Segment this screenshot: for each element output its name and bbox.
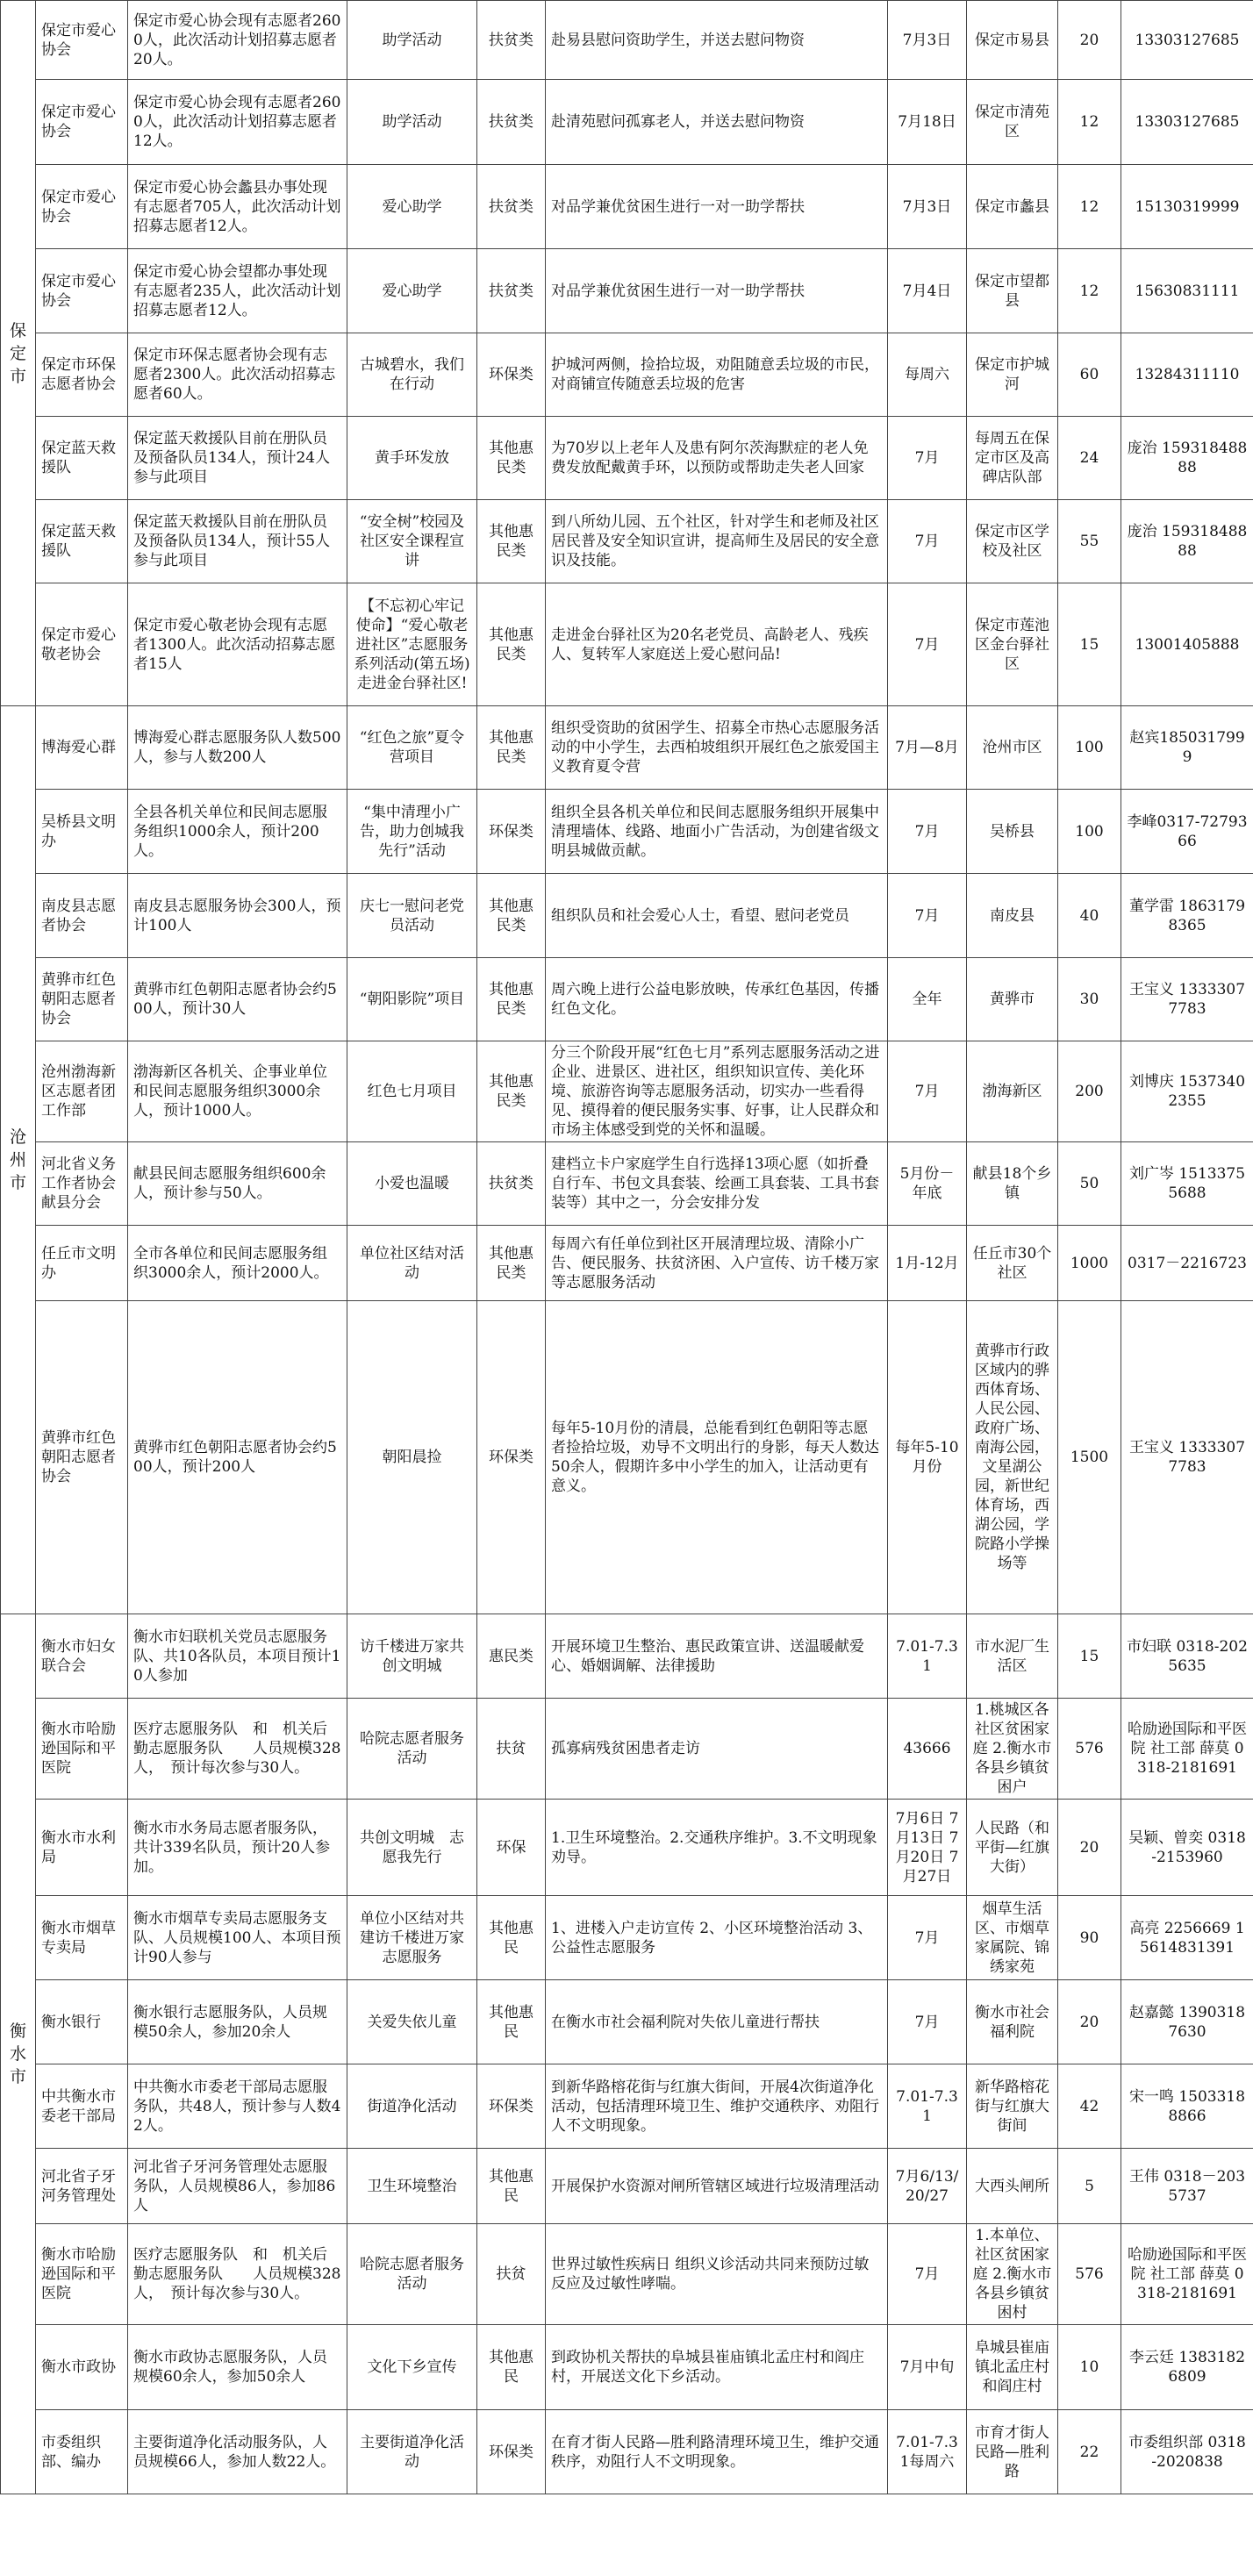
org-cell: 中共衡水市委老干部局 <box>36 2064 128 2149</box>
count-cell: 24 <box>1058 417 1121 500</box>
content-cell: 护城河两侧，捡拾垃圾，劝阻随意丢垃圾的市民，对商铺宣传随意丢垃圾的危害 <box>546 333 888 417</box>
scale-cell: 河北省子牙河务管理处志愿服务队，人员规模86人，参加86人 <box>128 2149 347 2224</box>
table-row <box>1 1041 1253 1142</box>
contact-cell: 宋一鸣 15033188866 <box>1121 2064 1253 2149</box>
time-cell: 7月4日 <box>888 249 967 333</box>
type-cell: 其他惠民类 <box>477 1226 546 1301</box>
city-cell: 保定市 <box>1 1 36 706</box>
table-row <box>1 874 1253 958</box>
type-cell: 其他惠民类 <box>477 583 546 706</box>
org-cell: 衡水市水利局 <box>36 1800 128 1896</box>
table-row <box>1 790 1253 874</box>
name-cell: 黄手环发放 <box>347 417 477 500</box>
name-cell: 小爱也温暖 <box>347 1142 477 1226</box>
time-cell: 7.01-7.31 <box>888 1614 967 1699</box>
place-cell: 1.本单位、社区贫困家庭 2.衡水市各县乡镇贫困村 <box>967 2224 1058 2325</box>
count-cell: 22 <box>1058 2410 1121 2494</box>
content-cell: 对品学兼优贫困生进行一对一助学帮扶 <box>546 249 888 333</box>
org-cell: 沧州渤海新区志愿者团工作部 <box>36 1041 128 1142</box>
content-cell: 赴清苑慰问孤寡老人，并送去慰问物资 <box>546 80 888 165</box>
name-cell: 单位社区结对活动 <box>347 1226 477 1301</box>
table-row <box>1 583 1253 706</box>
count-cell: 60 <box>1058 333 1121 417</box>
time-cell: 1月-12月 <box>888 1226 967 1301</box>
place-cell: 保定市清苑区 <box>967 80 1058 165</box>
place-cell: 保定市望都县 <box>967 249 1058 333</box>
table-row <box>1 80 1253 165</box>
contact-cell: 李峰0317-7279366 <box>1121 790 1253 874</box>
type-cell: 其他惠民类 <box>477 706 546 790</box>
contact-cell: 赵嘉懿 13903187630 <box>1121 1980 1253 2064</box>
org-cell: 黄骅市红色朝阳志愿者协会 <box>36 1301 128 1614</box>
scale-cell: 渤海新区各机关、企事业单位和民间志愿服务组织3000余人，预计1000人。 <box>128 1041 347 1142</box>
table-row <box>1 1301 1253 1614</box>
table-row <box>1 1142 1253 1226</box>
place-cell: 每周五在保定市区及高碑店队部 <box>967 417 1058 500</box>
count-cell: 576 <box>1058 1699 1121 1800</box>
table-row <box>1 2410 1253 2494</box>
scale-cell: 保定市爱心协会蠡县办事处现有志愿者705人，此次活动计划招募志愿者12人。 <box>128 165 347 249</box>
time-cell: 5月份－年底 <box>888 1142 967 1226</box>
table-row <box>1 500 1253 583</box>
place-cell: 黄骅市 <box>967 958 1058 1041</box>
org-cell: 任丘市文明办 <box>36 1226 128 1301</box>
contact-cell: 董学雷 18631798365 <box>1121 874 1253 958</box>
count-cell: 100 <box>1058 706 1121 790</box>
time-cell: 7月 <box>888 417 967 500</box>
time-cell: 每周六 <box>888 333 967 417</box>
content-cell: 建档立卡户家庭学生自行选择13项心愿（如折叠自行车、书包文具套装、绘画工具套装、工具书套装等）其中之一，分会安排分发 <box>546 1142 888 1226</box>
name-cell: “安全树”校园及社区安全课程宣讲 <box>347 500 477 583</box>
name-cell: 单位小区结对共建访千楼进万家志愿服务 <box>347 1896 477 1980</box>
content-cell: 在育才街人民路—胜利路清理环境卫生，维护交通秩序，劝阻行人不文明现象。 <box>546 2410 888 2494</box>
org-cell: 衡水市政协 <box>36 2325 128 2410</box>
contact-cell: 庞治 15931848888 <box>1121 500 1253 583</box>
table-row <box>1 2064 1253 2149</box>
org-cell: 保定蓝天救援队 <box>36 417 128 500</box>
contact-cell: 高亮 2256669 15614831391 <box>1121 1896 1253 1980</box>
time-cell: 7.01-7.31每周六 <box>888 2410 967 2494</box>
type-cell: 其他惠民类 <box>477 1041 546 1142</box>
scale-cell: 主要街道净化活动服务队，人员规模66人，参加人数22人。 <box>128 2410 347 2494</box>
time-cell: 7月 <box>888 1980 967 2064</box>
contact-cell: 市妇联 0318-2025635 <box>1121 1614 1253 1699</box>
org-cell: 博海爱心群 <box>36 706 128 790</box>
type-cell: 环保类 <box>477 790 546 874</box>
name-cell: 访千楼进万家共创文明城 <box>347 1614 477 1699</box>
contact-cell: 王宝义 13333077783 <box>1121 1301 1253 1614</box>
place-cell: 大西头闸所 <box>967 2149 1058 2224</box>
name-cell: 卫生环境整治 <box>347 2149 477 2224</box>
content-cell: 走进金台驿社区为20名老党员、高龄老人、残疾人、复转军人家庭送上爱心慰问品! <box>546 583 888 706</box>
contact-cell: 赵宾1850317999 <box>1121 706 1253 790</box>
type-cell: 扶贫 <box>477 1699 546 1800</box>
name-cell: 主要街道净化活动 <box>347 2410 477 2494</box>
org-cell: 衡水市哈励逊国际和平医院 <box>36 1699 128 1800</box>
table-row <box>1 1226 1253 1301</box>
type-cell: 其他惠民类 <box>477 958 546 1041</box>
contact-cell: 庞治 15931848888 <box>1121 417 1253 500</box>
type-cell: 环保类 <box>477 2064 546 2149</box>
type-cell: 其他惠民类 <box>477 417 546 500</box>
time-cell: 7月6日 7月13日 7月20日 7月27日 <box>888 1800 967 1896</box>
content-cell: 对品学兼优贫困生进行一对一助学帮扶 <box>546 165 888 249</box>
place-cell: 保定市莲池区金台驿社区 <box>967 583 1058 706</box>
type-cell: 其他惠民 <box>477 1980 546 2064</box>
org-cell: 衡水市妇女联合会 <box>36 1614 128 1699</box>
city-cell: 衡水市 <box>1 1614 36 2494</box>
table-row <box>1 958 1253 1041</box>
time-cell: 7月3日 <box>888 165 967 249</box>
count-cell: 12 <box>1058 80 1121 165</box>
type-cell: 其他惠民类 <box>477 874 546 958</box>
contact-cell: 王伟 0318－2035737 <box>1121 2149 1253 2224</box>
content-cell: 周六晚上进行公益电影放映，传承红色基因，传播红色文化。 <box>546 958 888 1041</box>
name-cell: 爱心助学 <box>347 249 477 333</box>
org-cell: 黄骅市红色朝阳志愿者协会 <box>36 958 128 1041</box>
type-cell: 其他惠民类 <box>477 500 546 583</box>
table-row <box>1 165 1253 249</box>
contact-cell: 13284311110 <box>1121 333 1253 417</box>
scale-cell: 衡水市烟草专卖局志愿服务支队、人员规模100人、本项目预计90人参与 <box>128 1896 347 1980</box>
name-cell: 【不忘初心牢记使命】“爱心敬老进社区”志愿服务系列活动(第五场)走进金台驿社区! <box>347 583 477 706</box>
contact-cell: 李云廷 13831826809 <box>1121 2325 1253 2410</box>
org-cell: 衡水市烟草专卖局 <box>36 1896 128 1980</box>
count-cell: 40 <box>1058 874 1121 958</box>
type-cell: 扶贫类 <box>477 165 546 249</box>
contact-cell: 哈励逊国际和平医院 社工部 薛莫 0318-2181691 <box>1121 2224 1253 2325</box>
type-cell: 其他惠民 <box>477 2325 546 2410</box>
contact-cell: 刘博庆 15373402355 <box>1121 1041 1253 1142</box>
place-cell: 沧州市区 <box>967 706 1058 790</box>
table-row <box>1 1980 1253 2064</box>
name-cell: 古城碧水，我们在行动 <box>347 333 477 417</box>
scale-cell: 保定蓝天救援队目前在册队员及预备队员134人，预计55人参与此项目 <box>128 500 347 583</box>
scale-cell: 衡水银行志愿服务队，人员规模50余人，参加20余人 <box>128 1980 347 2064</box>
contact-cell: 13001405888 <box>1121 583 1253 706</box>
place-cell: 黄骅市行政区域内的骅西体育场、人民公园、政府广场、南海公园，文星湖公园，新世纪体育场，西湖公园，学院路小学操场等 <box>967 1301 1058 1614</box>
content-cell: 为70岁以上老年人及患有阿尔茨海默症的老人免费发放配戴黄手环，以预防或帮助走失老人回家 <box>546 417 888 500</box>
scale-cell: 衡水市妇联机关党员志愿服务队、共10各队员，本项目预计10人参加 <box>128 1614 347 1699</box>
name-cell: 助学活动 <box>347 80 477 165</box>
type-cell: 环保类 <box>477 2410 546 2494</box>
count-cell: 12 <box>1058 165 1121 249</box>
count-cell: 1000 <box>1058 1226 1121 1301</box>
scale-cell: 中共衡水市委老干部局志愿服务队，共48人，预计参与人数42人。 <box>128 2064 347 2149</box>
scale-cell: 衡水市水务局志愿者服务队，共计339名队员，预计20人参加。 <box>128 1800 347 1896</box>
scale-cell: 保定市环保志愿者协会现有志愿者2300人。此次活动招募志愿者60人。 <box>128 333 347 417</box>
name-cell: 爱心助学 <box>347 165 477 249</box>
content-cell: 孤寡病残贫困患者走访 <box>546 1699 888 1800</box>
count-cell: 50 <box>1058 1142 1121 1226</box>
content-cell: 世界过敏性疾病日 组织义诊活动共同来预防过敏反应及过敏性哮喘。 <box>546 2224 888 2325</box>
place-cell: 市水泥厂生活区 <box>967 1614 1058 1699</box>
count-cell: 42 <box>1058 2064 1121 2149</box>
contact-cell: 吴颖、曾奕 0318-2153960 <box>1121 1800 1253 1896</box>
time-cell: 7月18日 <box>888 80 967 165</box>
count-cell: 20 <box>1058 1 1121 80</box>
type-cell: 扶贫类 <box>477 1 546 80</box>
type-cell: 环保类 <box>477 1301 546 1614</box>
time-cell: 7月 <box>888 583 967 706</box>
name-cell: 哈院志愿者服务活动 <box>347 2224 477 2325</box>
type-cell: 惠民类 <box>477 1614 546 1699</box>
count-cell: 55 <box>1058 500 1121 583</box>
scale-cell: 南皮县志愿服务协会300人，预计100人 <box>128 874 347 958</box>
name-cell: 街道净化活动 <box>347 2064 477 2149</box>
org-cell: 保定市爱心协会 <box>36 249 128 333</box>
scale-cell: 黄骅市红色朝阳志愿者协会约500人，预计200人 <box>128 1301 347 1614</box>
table-row <box>1 1699 1253 1800</box>
content-cell: 组织队员和社会爱心人士，看望、慰问老党员 <box>546 874 888 958</box>
contact-cell: 15630831111 <box>1121 249 1253 333</box>
table-row <box>1 1800 1253 1896</box>
contact-cell: 0317－2216723 <box>1121 1226 1253 1301</box>
table-row <box>1 417 1253 500</box>
place-cell: 保定市蠡县 <box>967 165 1058 249</box>
content-cell: 赴易县慰问资助学生，并送去慰问物资 <box>546 1 888 80</box>
place-cell: 渤海新区 <box>967 1041 1058 1142</box>
time-cell: 7月 <box>888 1041 967 1142</box>
time-cell: 7月 <box>888 500 967 583</box>
content-cell: 组织全县各机关单位和民间志愿服务组织开展集中清理墙体、线路、地面小广告活动，为创建省级文明县城做贡献。 <box>546 790 888 874</box>
count-cell: 20 <box>1058 1800 1121 1896</box>
time-cell: 7月 <box>888 874 967 958</box>
contact-cell: 13303127685 <box>1121 80 1253 165</box>
content-cell: 到八所幼儿园、五个社区，针对学生和老师及社区居民普及安全知识宣讲，提高师生及居民的安全意识及技能。 <box>546 500 888 583</box>
scale-cell: 保定市爱心协会望都办事处现有志愿者235人，此次活动计划招募志愿者12人。 <box>128 249 347 333</box>
count-cell: 576 <box>1058 2224 1121 2325</box>
table-row <box>1 1 1253 80</box>
name-cell: “集中清理小广告，助力创城我先行”活动 <box>347 790 477 874</box>
time-cell: 7月—8月 <box>888 706 967 790</box>
contact-cell: 市委组织部 0318-2020838 <box>1121 2410 1253 2494</box>
city-cell: 沧州市 <box>1 706 36 1614</box>
time-cell: 每年5-10月份 <box>888 1301 967 1614</box>
time-cell: 7月3日 <box>888 1 967 80</box>
time-cell: 7月 <box>888 790 967 874</box>
table-row <box>1 2325 1253 2410</box>
name-cell: 哈院志愿者服务活动 <box>347 1699 477 1800</box>
table-row <box>1 2224 1253 2325</box>
time-cell: 7月中旬 <box>888 2325 967 2410</box>
name-cell: 共创文明城 志愿我先行 <box>347 1800 477 1896</box>
count-cell: 20 <box>1058 1980 1121 2064</box>
time-cell: 43666 <box>888 1699 967 1800</box>
content-cell: 分三个阶段开展“红色七月”系列志愿服务活动之进企业、进景区、进社区，组织知识宣传、美化环境、旅游咨询等志愿服务活动，切实办一些看得见、摸得着的便民服务实事、好事，让人民群众和市场主体感受到党的关怀和温暖。 <box>546 1041 888 1142</box>
table-row <box>1 1614 1253 1699</box>
place-cell: 献县18个乡镇 <box>967 1142 1058 1226</box>
scale-cell: 献县民间志愿服务组织600余人，预计参与50人。 <box>128 1142 347 1226</box>
contact-cell: 15130319999 <box>1121 165 1253 249</box>
place-cell: 人民路（和平街—红旗大街） <box>967 1800 1058 1896</box>
count-cell: 100 <box>1058 790 1121 874</box>
name-cell: 关爱失依儿童 <box>347 1980 477 2064</box>
table-body <box>1 1 1253 2494</box>
time-cell: 全年 <box>888 958 967 1041</box>
place-cell: 任丘市30个社区 <box>967 1226 1058 1301</box>
scale-cell: 博海爱心群志愿服务队人数500人，参与人数200人 <box>128 706 347 790</box>
count-cell: 90 <box>1058 1896 1121 1980</box>
org-cell: 吴桥县文明办 <box>36 790 128 874</box>
type-cell: 扶贫类 <box>477 1142 546 1226</box>
count-cell: 30 <box>1058 958 1121 1041</box>
org-cell: 保定市爱心协会 <box>36 165 128 249</box>
table-row <box>1 1896 1253 1980</box>
content-cell: 每年5-10月份的清晨，总能看到红色朝阳等志愿者捡拾垃圾，劝导不文明出行的身影，每天人数达50余人，假期许多中小学生的加入，让活动更有意义。 <box>546 1301 888 1614</box>
table-row <box>1 2149 1253 2224</box>
org-cell: 河北省义务工作者协会献县分会 <box>36 1142 128 1226</box>
name-cell: 朝阳晨捡 <box>347 1301 477 1614</box>
table-row <box>1 249 1253 333</box>
place-cell: 新华路榕花街与红旗大街间 <box>967 2064 1058 2149</box>
scale-cell: 保定市爱心敬老协会现有志愿者1300人。此次活动招募志愿者15人 <box>128 583 347 706</box>
org-cell: 保定市爱心协会 <box>36 1 128 80</box>
org-cell: 南皮县志愿者协会 <box>36 874 128 958</box>
count-cell: 5 <box>1058 2149 1121 2224</box>
place-cell: 烟草生活区、市烟草家属院、锦绣家苑 <box>967 1896 1058 1980</box>
content-cell: 到政协机关帮扶的阜城县崔庙镇北孟庄村和阎庄村，开展送文化下乡活动。 <box>546 2325 888 2410</box>
scale-cell: 衡水市政协志愿服务队，人员规模60余人，参加50余人 <box>128 2325 347 2410</box>
table-row <box>1 706 1253 790</box>
org-cell: 衡水市哈励逊国际和平医院 <box>36 2224 128 2325</box>
content-cell: 在衡水市社会福利院对失依儿童进行帮扶 <box>546 1980 888 2064</box>
scale-cell: 医疗志愿服务队 和 机关后勤志愿服务队 人员规模328人， 预计每次参与30人。 <box>128 1699 347 1800</box>
name-cell: “朝阳影院”项目 <box>347 958 477 1041</box>
scale-cell: 全市各单位和民间志愿服务组织3000余人，预计2000人。 <box>128 1226 347 1301</box>
org-cell: 保定蓝天救援队 <box>36 500 128 583</box>
content-cell: 开展保护水资源对闸所管辖区域进行垃圾清理活动 <box>546 2149 888 2224</box>
place-cell: 吴桥县 <box>967 790 1058 874</box>
time-cell: 7.01-7.31 <box>888 2064 967 2149</box>
name-cell: 庆七一慰问老党员活动 <box>347 874 477 958</box>
org-cell: 保定市爱心敬老协会 <box>36 583 128 706</box>
scale-cell: 全县各机关单位和民间志愿服务组织1000余人，预计200人。 <box>128 790 347 874</box>
scale-cell: 保定市爱心协会现有志愿者2600人，此次活动计划招募志愿者12人。 <box>128 80 347 165</box>
place-cell: 南皮县 <box>967 874 1058 958</box>
content-cell: 开展环境卫生整治、惠民政策宣讲、送温暖献爱心、婚姻调解、法律援助 <box>546 1614 888 1699</box>
org-cell: 保定市爱心协会 <box>36 80 128 165</box>
scale-cell: 医疗志愿服务队 和 机关后勤志愿服务队 人员规模328人， 预计每次参与30人。 <box>128 2224 347 2325</box>
table-row <box>1 333 1253 417</box>
scale-cell: 保定蓝天救援队目前在册队员及预备队员134人，预计24人参与此项目 <box>128 417 347 500</box>
content-cell: 组织受资助的贫困学生、招募全市热心志愿服务活动的中小学生，去西柏坡组织开展红色之旅爱国主义教育夏令营 <box>546 706 888 790</box>
count-cell: 15 <box>1058 583 1121 706</box>
name-cell: 助学活动 <box>347 1 477 80</box>
time-cell: 7月6/13/20/27 <box>888 2149 967 2224</box>
contact-cell: 13303127685 <box>1121 1 1253 80</box>
org-cell: 保定市环保志愿者协会 <box>36 333 128 417</box>
content-cell: 1.卫生环境整治。2.交通秩序维护。3.不文明现象劝导。 <box>546 1800 888 1896</box>
place-cell: 保定市易县 <box>967 1 1058 80</box>
contact-cell: 王宝义 13333077783 <box>1121 958 1253 1041</box>
place-cell: 保定市区学校及社区 <box>967 500 1058 583</box>
type-cell: 扶贫类 <box>477 80 546 165</box>
place-cell: 1.桃城区各社区贫困家庭 2.衡水市各县乡镇贫困户 <box>967 1699 1058 1800</box>
name-cell: 文化下乡宣传 <box>347 2325 477 2410</box>
count-cell: 1500 <box>1058 1301 1121 1614</box>
type-cell: 其他惠民 <box>477 1896 546 1980</box>
type-cell: 其他惠民 <box>477 2149 546 2224</box>
place-cell: 阜城县崔庙镇北孟庄村和阎庄村 <box>967 2325 1058 2410</box>
type-cell: 环保类 <box>477 333 546 417</box>
time-cell: 7月 <box>888 2224 967 2325</box>
content-cell: 1、进楼入户走访宣传 2、小区环境整治活动 3、公益性志愿服务 <box>546 1896 888 1980</box>
type-cell: 环保 <box>477 1800 546 1896</box>
count-cell: 10 <box>1058 2325 1121 2410</box>
type-cell: 扶贫 <box>477 2224 546 2325</box>
content-cell: 到新华路榕花街与红旗大街间，开展4次街道净化活动，包括清理环境卫生、维护交通秩序、劝阻行人不文明现象。 <box>546 2064 888 2149</box>
scale-cell: 黄骅市红色朝阳志愿者协会约500人，预计30人 <box>128 958 347 1041</box>
name-cell: 红色七月项目 <box>347 1041 477 1142</box>
count-cell: 200 <box>1058 1041 1121 1142</box>
name-cell: “红色之旅”夏令营项目 <box>347 706 477 790</box>
org-cell: 河北省子牙河务管理处 <box>36 2149 128 2224</box>
count-cell: 15 <box>1058 1614 1121 1699</box>
time-cell: 7月 <box>888 1896 967 1980</box>
content-cell: 每周六有任单位到社区开展清理垃圾、清除小广告、便民服务、扶贫济困、入户宣传、访千楼万家等志愿服务活动 <box>546 1226 888 1301</box>
org-cell: 市委组织部、编办 <box>36 2410 128 2494</box>
contact-cell: 刘广岑 15133755688 <box>1121 1142 1253 1226</box>
count-cell: 12 <box>1058 249 1121 333</box>
place-cell: 市育才街人民路—胜利路 <box>967 2410 1058 2494</box>
type-cell: 扶贫类 <box>477 249 546 333</box>
scale-cell: 保定市爱心协会现有志愿者2600人，此次活动计划招募志愿者20人。 <box>128 1 347 80</box>
place-cell: 衡水市社会福利院 <box>967 1980 1058 2064</box>
contact-cell: 哈励逊国际和平医院 社工部 薛莫 0318-2181691 <box>1121 1699 1253 1800</box>
org-cell: 衡水银行 <box>36 1980 128 2064</box>
place-cell: 保定市护城河 <box>967 333 1058 417</box>
